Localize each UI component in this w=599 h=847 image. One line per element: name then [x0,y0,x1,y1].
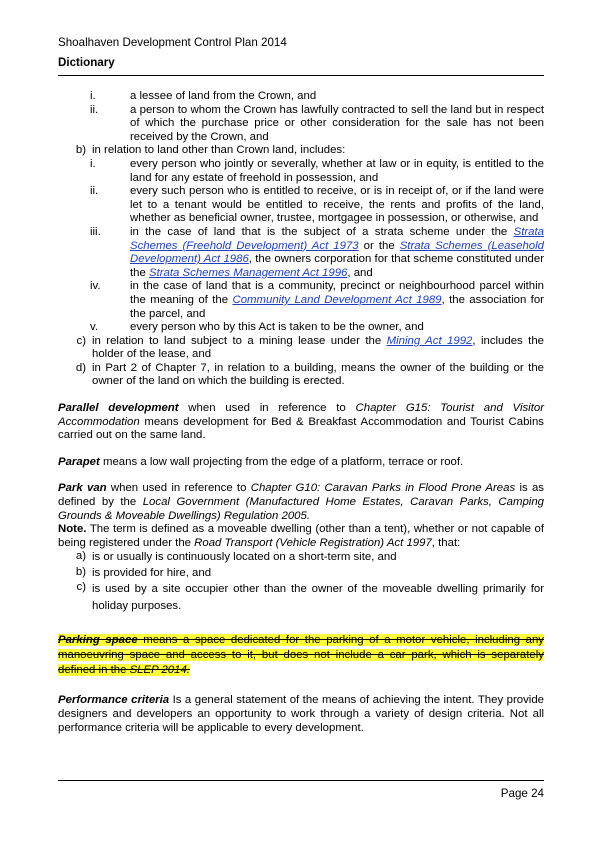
list-item [58,362,544,389]
list-number: d) [75,361,86,374]
definition-performance-criteria: Performance criteria Is a general statement of the means of achieving the intent. They provide designers and developers an opportunity to work through a variety of design criteria. Not all performance criteria will be applicable to every development. [58,694,544,734]
list-text: a lessee of land from the Crown, and [130,90,317,102]
list-number: iii. [90,225,101,238]
list-text: in relation to land other than Crown land, includes: [92,144,346,157]
list-number: ii. [90,185,99,198]
list-number: b) [75,144,86,157]
list-item [58,566,544,582]
definition-park-van: Park van when used in reference to Chapter G10: Caravan Parks in Flood Prone Areas is as defined by the Local Government (Manufactured Home Estates, Caravan Parks, Camping Grounds & Moveable Dwellings) Regulation 2005. [58,482,544,522]
list-number: i. [90,90,96,102]
list-text: every such person who is entitled to receive, or is in receipt of, or if the land were let to a tenant would be entitled to receive, the rents and profits of the land, whether as beneficial owner, trustee, mortgagee in possession, or otherwise, and [130,185,544,225]
page-number: Page 24 [500,787,544,800]
document-title: Shoalhaven Development Control Plan 2014 [58,36,287,49]
footer-rule [58,780,544,781]
list-item [58,226,544,280]
list-number: a) [75,550,86,563]
list-item [58,321,544,335]
list-item [58,144,544,158]
list-text: is or usually is continuously located on a short-term site, and [92,551,397,564]
definition-term: Park van [58,482,107,495]
list-item [58,280,544,321]
list-text: in the case of land that is a community, precinct or neighbourhood parcel within the meaning of the Community Land Development Act 1989, the association for the parcel, and [130,280,544,320]
list-number: b) [75,565,86,578]
list-text: in Part 2 of Chapter 7, in relation to a building, means the owner of the building or the owner of the land on which the building is erected. [92,361,544,388]
list-number: iv. [90,280,101,293]
definition-term: Parallel development [58,402,179,415]
list-text: a person to whom the Crown has lawfully contracted to sell the land but in respect of which the purchase price or other consideration for the sale has not been received by the Crown, and [130,103,544,143]
strata-leasehold-act-link[interactable]: Strata Schemes (Leasehold Development) Act 1986 [130,239,544,266]
list-number: c) [76,334,86,347]
list-item [58,581,544,615]
list-item [58,104,544,145]
list-text: every person who by this Act is taken to be the owner, and [130,321,424,334]
definition-term: Parapet [58,455,100,468]
definition-parking-space: Parking space means a space dedicated for the parking of a motor vehicle, including any manoeuvring space and access to it, but does not include a car park, which is separately defined in the SLEP 2014. [58,634,544,677]
page-content [58,90,544,735]
list-text: in relation to land subject to a mining lease under the Mining Act 1992, includes the holder of the lease, and [92,334,545,361]
list-number: i. [90,157,96,170]
definition-parallel-development: Parallel development when used in reference to Chapter G15: Tourist and Visitor Accommodation means development for Bed & Breakfast Accommodation and Tourist Cabins carried out on the same land. [58,402,544,442]
section-title: Dictionary [58,56,115,69]
community-land-act-link[interactable]: Community Land Development Act 1989 [232,293,442,306]
mining-act-link[interactable]: Mining Act 1992 [386,334,473,347]
list-text: in the case of land that is the subject of a strata scheme under the Strata Schemes (Freehold Development) Act 1973 or the Strata Schemes (Leasehold Development) Act 1986, the owners corporation for that scheme constituted under the Strata Schemes Management Act 1996, and [130,225,544,279]
list-number: c) [76,581,86,594]
header-rule [58,75,544,76]
strata-freehold-act-link[interactable]: Strata Schemes (Freehold Development) Act 1973 [130,225,544,252]
list-text: every person who jointly or severally, whether at law or in equity, is entitled to the land for any estate of freehold in possession, and [130,157,544,184]
definition-term: Performance criteria [58,694,170,707]
definition-term: Parking space [58,634,138,647]
list-number: ii. [90,103,99,116]
list-text: is used by a site occupier other than the owner of the moveable dwelling primarily for holiday purposes. [92,583,544,613]
park-van-note: Note. The term is defined as a moveable dwelling (other than a tent), whether or not capable of being registered under the Road Transport (Vehicle Registration) Act 1997, that: [58,523,544,549]
list-item [58,90,544,104]
definition-parapet: Parapet means a low wall projecting from the edge of a platform, terrace or roof. [58,455,464,468]
strata-management-act-link[interactable]: Strata Schemes Management Act 1996 [149,266,348,279]
list-item [58,550,544,566]
list-item [58,185,544,226]
page-header [58,36,544,70]
list-item [58,158,544,185]
list-number: v. [90,321,99,334]
list-text: is provided for hire, and [92,566,212,579]
list-item [58,335,544,362]
